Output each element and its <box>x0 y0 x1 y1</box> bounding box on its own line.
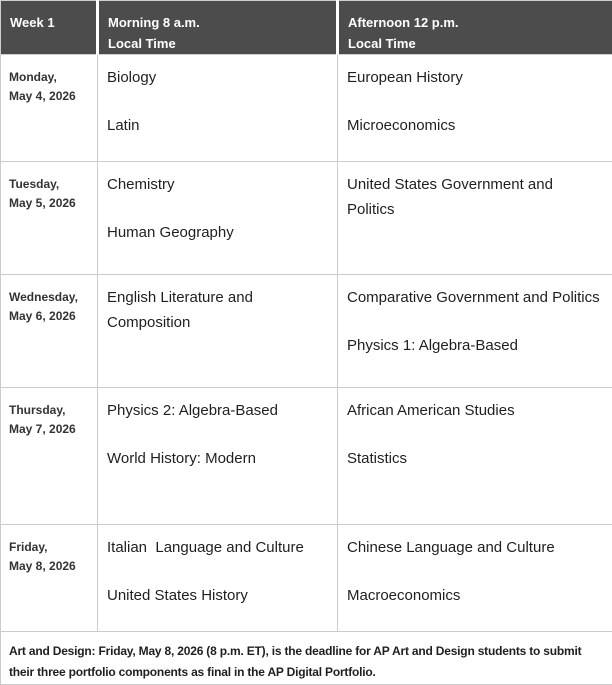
afternoon-cell <box>338 525 612 632</box>
subject: Italian Language and Culture <box>107 535 329 560</box>
subject: Chinese Language and Culture <box>347 535 604 560</box>
morning-cell <box>98 162 338 275</box>
date-full: May 8, 2026 <box>9 557 93 576</box>
date-cell <box>1 525 98 632</box>
subject: Macroeconomics <box>347 583 604 608</box>
date-full: May 6, 2026 <box>9 307 93 326</box>
afternoon-cell <box>338 275 612 388</box>
subject: Human Geography <box>107 220 329 245</box>
subject: Physics 1: Algebra-Based <box>347 333 604 358</box>
header-week <box>1 1 98 55</box>
date-day: Thursday, <box>9 401 93 420</box>
date-day: Wednesday, <box>9 288 93 307</box>
header-morning-time: Morning 8 a.m. <box>108 12 328 33</box>
morning-cell <box>98 388 338 525</box>
header-afternoon-time: Afternoon 12 p.m. <box>348 12 604 33</box>
date-full: May 5, 2026 <box>9 194 93 213</box>
date-full: May 7, 2026 <box>9 420 93 439</box>
morning-cell <box>98 55 338 162</box>
subject: Latin <box>107 113 329 138</box>
date-cell <box>1 162 98 275</box>
subject: Biology <box>107 65 329 90</box>
header-week-label: Week 1 <box>10 12 88 33</box>
table-row-thursday <box>1 388 612 525</box>
date-cell <box>1 388 98 525</box>
date-day: Monday, <box>9 68 93 87</box>
header-row <box>1 1 612 55</box>
afternoon-cell <box>338 162 612 275</box>
subject: English Literature and Composition <box>107 285 329 335</box>
date-cell <box>1 275 98 388</box>
morning-cell <box>98 275 338 388</box>
subject: Chemistry <box>107 172 329 197</box>
date-day: Friday, <box>9 538 93 557</box>
footnote-row <box>1 632 612 685</box>
morning-cell <box>98 525 338 632</box>
subject: Microeconomics <box>347 113 604 138</box>
subject: United States Government and Politics <box>347 172 604 222</box>
date-full: May 4, 2026 <box>9 87 93 106</box>
date-day: Tuesday, <box>9 175 93 194</box>
table-row-wednesday <box>1 275 612 388</box>
header-afternoon-localtime: Local Time <box>348 33 604 54</box>
subject: United States History <box>107 583 329 608</box>
header-morning-localtime: Local Time <box>108 33 328 54</box>
table-row-friday <box>1 525 612 632</box>
subject: World History: Modern <box>107 446 329 471</box>
afternoon-cell <box>338 388 612 525</box>
header-afternoon <box>338 1 612 55</box>
subject: Comparative Government and Politics <box>347 285 604 310</box>
subject: Physics 2: Algebra-Based <box>107 398 329 423</box>
subject: African American Studies <box>347 398 604 423</box>
subject: European History <box>347 65 604 90</box>
header-morning <box>98 1 338 55</box>
afternoon-cell <box>338 55 612 162</box>
table-row-tuesday <box>1 162 612 275</box>
subject: Statistics <box>347 446 604 471</box>
art-and-design-footnote: Art and Design: Friday, May 8, 2026 (8 p.m. ET), is the deadline for AP Art and Design students to submit their three portfolio components as final in the AP Digital Portfolio. <box>1 632 612 685</box>
date-cell <box>1 55 98 162</box>
table-row-monday <box>1 55 612 162</box>
